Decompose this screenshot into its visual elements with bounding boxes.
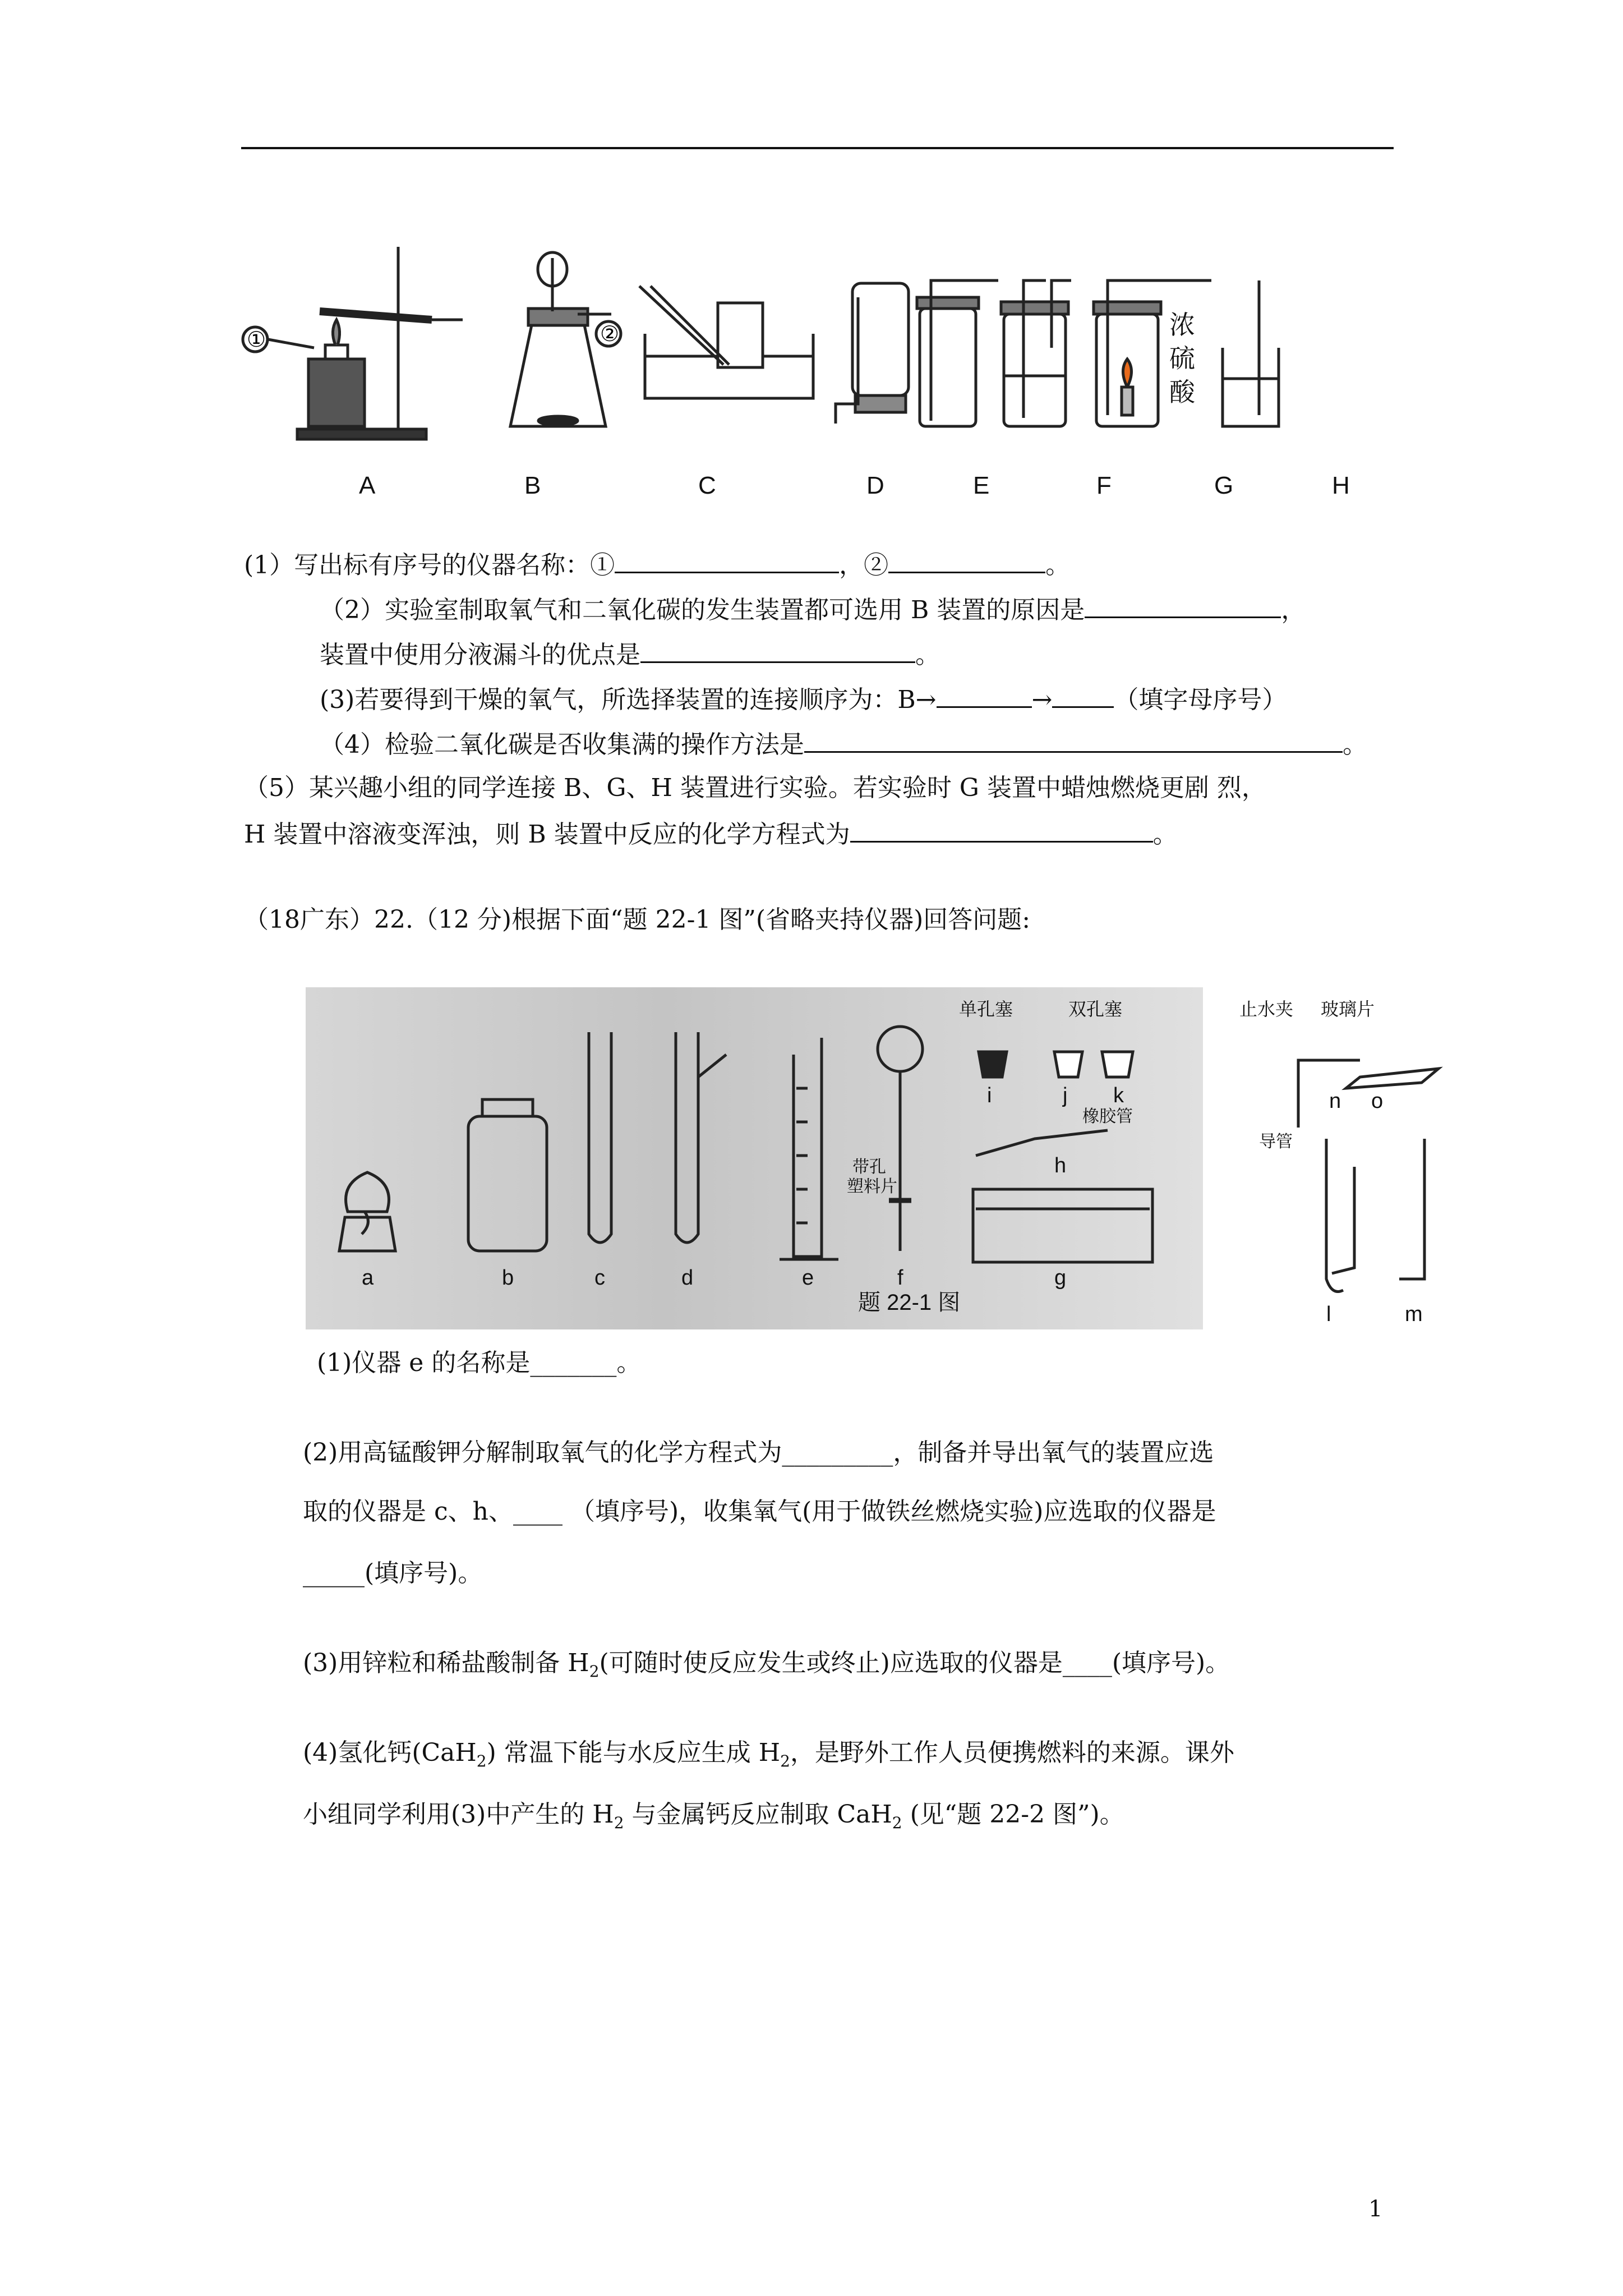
question-1-part-2-cont: 装置中使用分液漏斗的优点是 。 (320, 637, 940, 672)
answer-blank[interactable] (850, 816, 1153, 843)
question-22-part-4-cont: 小组同学利用(3)中产生的 $H_2$ 与金属钙反应制取 CaH$_2$ (见“题 22-2 图”)。 (303, 1800, 1124, 1832)
question-1-part-3: (3)若要得到干燥的氧气，所选择装置的连接顺序为：B→ → （填字母序号） (320, 682, 1287, 717)
acid-label-2: 硫 (1169, 344, 1195, 373)
question-1-part-1: (1）写出标有序号的仪器名称：① ，② 。 (244, 547, 1070, 582)
label-plastic-2: 塑料片 (847, 1177, 897, 1196)
label-B: B (524, 472, 541, 499)
label-rubber: 橡胶管 (1082, 1107, 1133, 1126)
answer-blank[interactable] (1085, 592, 1281, 618)
answer-blank[interactable] (804, 726, 1343, 753)
label-tube: 导管 (1259, 1133, 1293, 1151)
letter-b: b (502, 1266, 514, 1290)
label-D: D (866, 472, 884, 499)
letter-m: m (1405, 1303, 1423, 1326)
question-1-part-2: （2）实验室制取氧气和二氧化碳的发生装置都可选用 B 装置的原因是 ， (320, 592, 1306, 627)
letter-h: h (1054, 1154, 1067, 1177)
label-clamp: 止水夹 (1239, 999, 1294, 1019)
letter-l: l (1326, 1303, 1331, 1326)
apparatus-figure-22-1 (306, 987, 1423, 1329)
header-rule (241, 147, 1394, 149)
apparatus-figure-1 (241, 236, 1396, 522)
answer-blank[interactable] (888, 547, 1045, 573)
label-glass: 玻璃片 (1321, 999, 1375, 1019)
letter-k: k (1113, 1084, 1124, 1107)
label-A: A (359, 472, 376, 499)
label-E: E (973, 472, 990, 499)
question-1-part-5-cont: H 装置中溶液变浑浊，则 B 装置中反应的化学方程式为 。 (244, 816, 1178, 852)
answer-blank[interactable] (615, 547, 839, 573)
question-1-part-4: （4）检验二氧化碳是否收集满的操作方法是 。 (320, 726, 1367, 762)
question-22-intro: （18广东）22.（12 分)根据下面“题 22-1 图”(省略夹持仪器)回答问题: (244, 905, 1031, 934)
marker-2: ② (600, 321, 620, 346)
acid-label-1: 浓 (1169, 310, 1195, 339)
question-1-part-5: （5）某兴趣小组的同学连接 B、G、H 装置进行实验。若实验时 G 装置中蜡烛燃烧更剧 烈， (244, 774, 1266, 802)
label-C: C (698, 472, 716, 499)
label-G: G (1214, 472, 1234, 499)
acid-label-3: 酸 (1169, 378, 1195, 407)
figure-caption: 题 22-1 图 (858, 1290, 961, 1315)
letter-d: d (681, 1266, 694, 1290)
answer-blank[interactable] (1052, 682, 1114, 708)
label-plastic-1: 带孔 (852, 1158, 886, 1176)
letter-n: n (1329, 1089, 1341, 1113)
letter-e: e (802, 1266, 814, 1290)
question-22-part-4: (4)氢化钙(CaH$_2$) 常温下能与水反应生成 $H_2$，是野外工作人员便携燃料的来源。课外 (303, 1738, 1234, 1770)
letter-i: i (987, 1084, 992, 1107)
question-22-part-1: (1)仪器 e 的名称是_______。 (317, 1349, 642, 1377)
letter-o: o (1371, 1089, 1384, 1113)
marker-1: ① (247, 327, 266, 352)
letter-g: g (1054, 1266, 1067, 1290)
letter-c: c (594, 1266, 605, 1290)
answer-blank[interactable] (640, 637, 915, 663)
question-22-part-2: (2)用高锰酸钾分解制取氧气的化学方程式为_________，制备并导出氧气的装置应选 (303, 1438, 1214, 1467)
label-single-stopper: 单孔塞 (959, 999, 1013, 1019)
question-22-part-2-cont2: _____(填序号)。 (303, 1559, 483, 1588)
page-number: 1 (1368, 2196, 1383, 2222)
question-22-part-3: (3)用锌粒和稀盐酸制备 $H_2$(可随时使反应发生或终止)应选取的仪器是____(填序号)。 (303, 1649, 1230, 1681)
letter-j: j (1063, 1084, 1068, 1107)
letter-a: a (362, 1266, 374, 1290)
letter-f: f (897, 1266, 903, 1290)
question-22-part-2-cont: 取的仪器是 c、h、____ （填序号)，收集氧气(用于做铁丝燃烧实验)应选取的仪器是 (303, 1497, 1216, 1526)
label-double-stopper: 双孔塞 (1068, 999, 1123, 1019)
label-F: F (1096, 472, 1112, 499)
answer-blank[interactable] (937, 682, 1032, 708)
label-H: H (1332, 472, 1350, 499)
